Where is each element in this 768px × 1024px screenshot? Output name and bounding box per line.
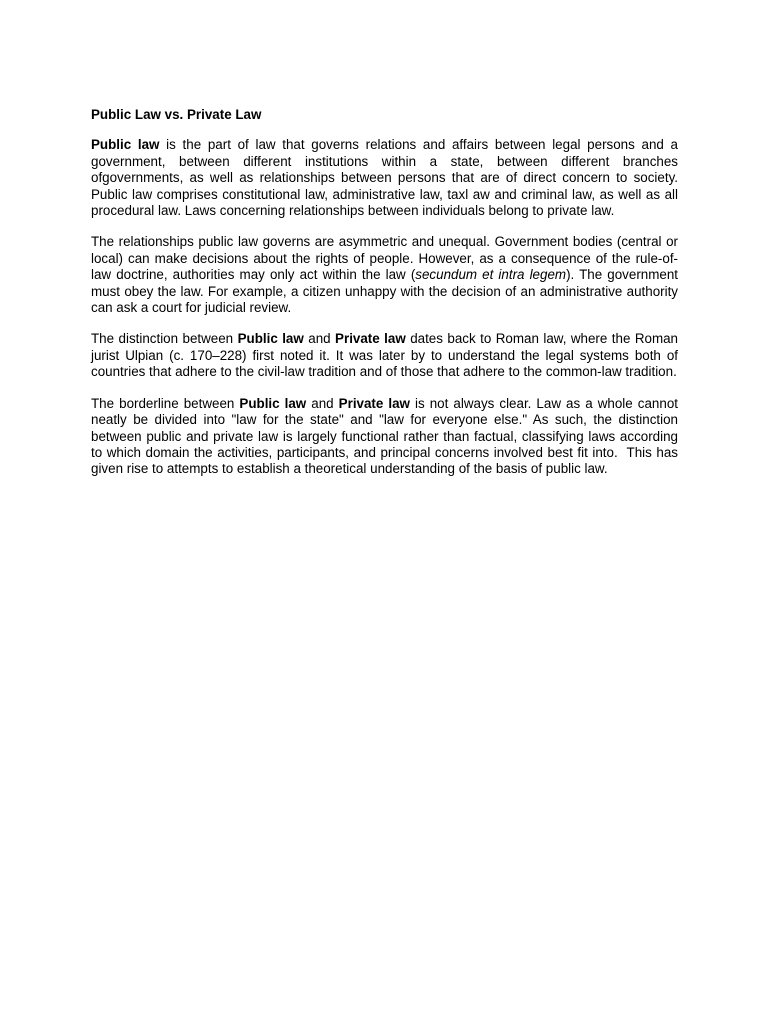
document-page	[91, 107, 678, 493]
paragraph-2	[91, 234, 678, 316]
paragraph-text: The relationships public law governs are asymmetric and unequal. Government bodies (central or local) can make decisions about the rights of people. However, as a consequence of the rule-of-law doctrine, authorities may only act within the law (	[91, 234, 678, 283]
paragraph-text: The distinction between	[91, 331, 238, 347]
paragraph-1	[91, 137, 678, 219]
term-public-law: Public law	[91, 137, 160, 153]
latin-phrase: secundum et intra legem	[415, 267, 567, 283]
paragraph-text: and	[306, 395, 339, 411]
paragraph-text: ). The government must obey the law. For example, a citizen unhappy with the decision of an administrative authority can ask a court for judicial review.	[91, 267, 678, 316]
term-public-law: Public law	[239, 395, 307, 411]
term-private-law: Private law	[335, 331, 406, 347]
paragraph-3	[91, 331, 678, 380]
document-title: Public Law vs. Private Law	[91, 107, 262, 122]
term-private-law: Private law	[338, 395, 410, 411]
paragraph-text: and	[303, 331, 336, 347]
paragraph-text: is the part of law that governs relations and affairs between legal persons and a government, between different institutions within a state, between different branches ofgovernments, as well as relationships between persons that are of direct concern to society. Public law comprises constitutional law, administrative law, taxl aw and criminal law, as well as all procedural law. Laws concerning relationships between individuals belong to private law.	[91, 137, 678, 219]
paragraph-text: dates back to Roman law, where the Roman jurist Ulpian (c. 170–228) first noted it. It was later by to understand the legal systems both of countries that adhere to the civil-law tradition and of those that adhere to the common-law tradition.	[91, 331, 679, 380]
paragraph-text: is not always clear. Law as a whole cannot neatly be divided into "law for the state" and "law for everyone else." As such, the distinction between public and private law is largely functional rather than factual, classifying laws according to which domain the activities, participants, and principal concerns involved best fit into. This has given rise to attempts to establish a theoretical understanding of the basis of public law.	[91, 395, 678, 477]
paragraph-text: The borderline between	[91, 395, 240, 411]
term-public-law: Public law	[237, 331, 304, 347]
paragraph-4	[91, 396, 678, 478]
